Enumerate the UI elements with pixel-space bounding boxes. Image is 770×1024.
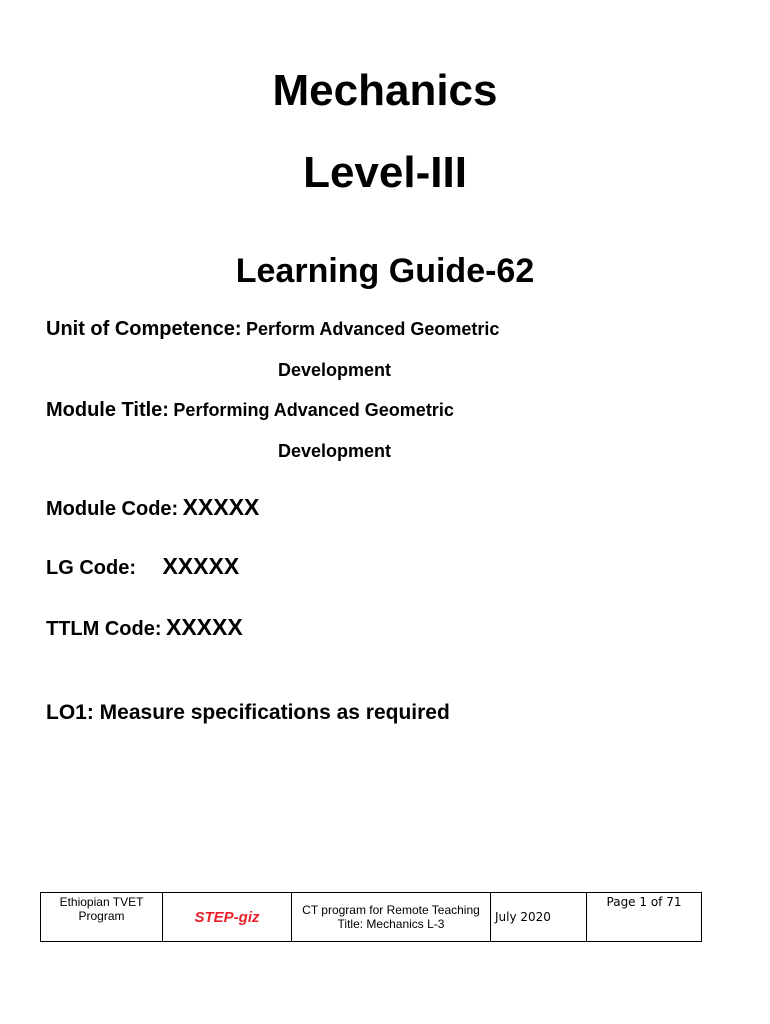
page-footer <box>40 892 702 942</box>
footer-program-line2: Title: Mechanics L-3 <box>337 917 445 931</box>
learning-guide-title: Learning Guide-62 <box>235 252 535 290</box>
footer-org-line2: Program <box>78 909 125 923</box>
unit-of-competence-label: Unit of Competence: <box>46 318 242 340</box>
unit-of-competence-value: Perform Advanced Geometric <box>246 319 500 339</box>
unit-of-competence-value-cont: Development <box>278 360 392 380</box>
module-title-value-cont: Development <box>278 441 392 461</box>
module-title-field <box>46 399 454 422</box>
footer-date: July 2020 <box>495 910 551 924</box>
ttlm-code-field <box>46 614 243 641</box>
lg-code-label: LG Code: <box>46 557 136 579</box>
footer-organization <box>41 893 163 942</box>
ttlm-code-value: XXXXX <box>165 614 243 640</box>
footer-program <box>292 893 491 942</box>
level-title: Level-III <box>303 148 467 197</box>
module-code-field <box>46 494 259 521</box>
module-title-value: Performing Advanced Geometric <box>173 400 454 420</box>
footer-page-number: Page 1 of 71 <box>606 895 682 909</box>
footer-org-line1: Ethiopian TVET <box>59 895 144 909</box>
document-title: Mechanics <box>272 66 498 115</box>
module-code-label: Module Code: <box>46 498 179 520</box>
footer-program-line1: CT program for Remote Teaching <box>302 903 480 917</box>
lg-code-field <box>46 553 239 580</box>
step-giz-logo: STEP-giz <box>194 908 260 926</box>
learning-outcome: LO1: Measure specifications as required <box>46 701 450 724</box>
module-title-label: Module Title: <box>46 399 169 421</box>
footer-page-cell <box>587 893 702 942</box>
module-code-value: XXXXX <box>182 494 260 520</box>
footer-brand-cell <box>163 893 292 942</box>
footer-date-cell <box>491 893 587 942</box>
unit-of-competence-field <box>46 318 499 341</box>
lg-code-value: XXXXX <box>162 553 240 579</box>
ttlm-code-label: TTLM Code: <box>46 618 162 640</box>
